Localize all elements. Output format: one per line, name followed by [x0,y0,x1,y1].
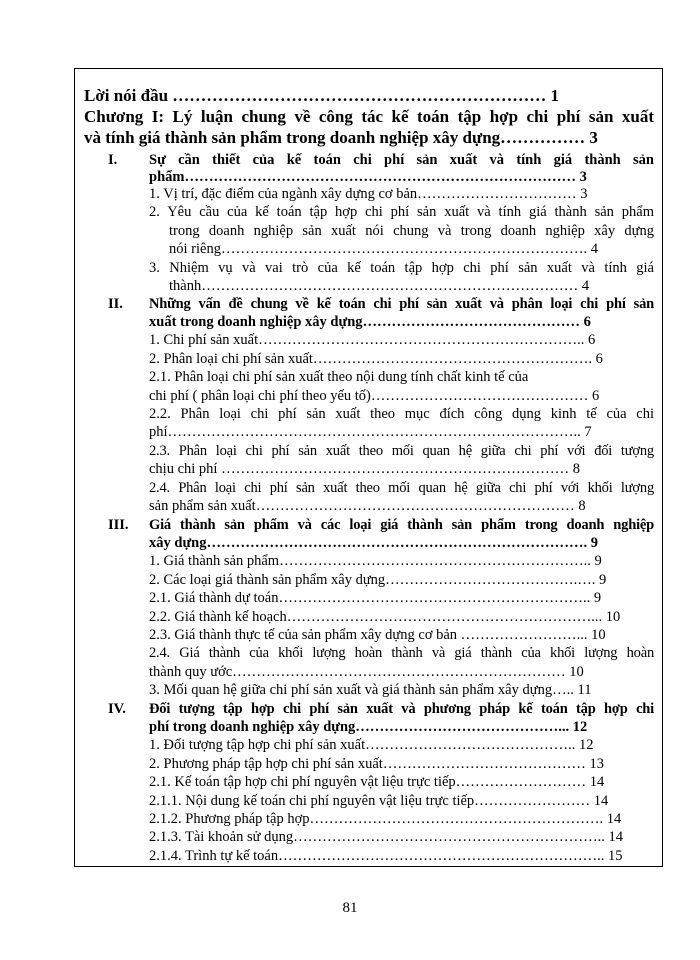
toc-section-III-cont: xây dựng……………………………………………………………………. 9 [149,535,598,551]
toc-item-cont: phí………………………………………………………………………….. 7 [149,424,592,440]
toc-item-cont: chịu chi phí ……………………………………………………………… 8 [149,461,580,477]
toc-item-cont: sản phẩm sản xuất………………………………………………………… 8 [149,498,586,514]
toc-entry-chapter-1-cont: và tính giá thành sản phẩm trong doanh nghiệp xây dựng…………… 3 [84,128,598,147]
toc-item: 1. Chi phí sản xuất………………………………………………………….. 6 [149,332,596,348]
toc-item: 2.2. Phân loại chi phí sản xuất theo mục đích công dụng kinh tế của chi [149,406,654,422]
toc-section-II: Những vấn đề chung về kế toán chi phí sản xuất và phân loại chi phí sản [149,296,654,312]
toc-section-III: Giá thành sản phẩm và các loại giá thành sản phẩm trong doanh nghiệp [149,517,654,533]
toc-item: 1. Giá thành sản phẩm……………………………………………………….. 9 [149,553,602,569]
toc-item: 2.1.3. Tài khoản sử dụng……………………………………………………….. 14 [149,829,623,845]
toc-entry-preface: Lời nói đầu ………………………………………………………… 1 [84,86,560,105]
toc-item: 2.4. Giá thành của khối lượng hoàn thành và giá thành của khối lượng hoàn [149,645,654,661]
toc-item: 2.1. Phân loại chi phí sản xuất theo nội dung tính chất kinh tế của [149,369,529,385]
page-number: 81 [342,900,358,916]
toc-item: 2.1.4. Trình tự kế toán………………………………………………………….. 15 [149,848,623,864]
toc-item: 2.3. Giá thành thực tế của sản phẩm xây dựng cơ bản ……………………... 10 [149,627,606,643]
toc-item: 2. Các loại giá thành sản phẩm xây dựng………………………………….…. 9 [149,572,607,588]
toc-section-I: Sự cần thiết của kế toán chi phí sản xuất và tính giá thành sản [149,152,654,168]
toc-section-num: III. [108,517,129,533]
toc-section-IV: Đối tượng tập hợp chi phí sản xuất và phương pháp kế toán tập hợp chi [149,701,654,717]
toc-section-num: I. [108,152,118,168]
toc-item: 1. Vị trí, đặc điểm của ngành xây dựng cơ bản…………………………… 3 [149,186,588,202]
toc-item-cont: chi phí ( phân loại chi phí theo yếu tố)……………………………………… 6 [149,388,600,404]
toc-item: 2. Phân loại chi phí sản xuất…………………………………………………. 6 [149,351,603,367]
toc-item-cont: trong doanh nghiệp sản xuất nói chung và trong doanh nghiệp xây dựng [169,223,654,239]
toc-item: 2.1.1. Nội dung kế toán chi phí nguyên vật liệu trực tiếp…………………… 14 [149,793,609,809]
toc-item: 1. Đối tượng tập hợp chi phí sản xuất…………………………………….. 12 [149,737,594,753]
toc-item: 3. Mối quan hệ giữa chi phí sản xuất và giá thành sản phẩm xây dựng….. 11 [149,682,592,698]
toc-section-num: II. [108,296,123,312]
toc-item: 2.2. Giá thành kế hoạch………………………………………………………... 10 [149,609,621,625]
toc-section-I-cont: phẩm……………………………………………………………………… 3 [149,169,587,185]
toc-item: 2. Yêu cầu của kế toán tập hợp chi phí sản xuất và tính giá thành sản phẩm [149,204,654,220]
toc-item: 2. Phương pháp tập hợp chi phí sản xuất…………………………………… 13 [149,756,604,772]
toc-item-cont: nói riêng…………………………………………………………………. 4 [169,241,598,257]
toc-item: 2.1.2. Phương pháp tập hợp……………………………………………………. 14 [149,811,622,827]
toc-item: 2.1. Kế toán tập hợp chi phí nguyên vật liệu trực tiếp……………………… 14 [149,774,605,790]
toc-section-II-cont: xuất trong doanh nghiệp xây dựng……………………………………… 6 [149,314,591,330]
toc-item: 2.1. Giá thành dự toán……………………………………………………….. 9 [149,590,602,606]
toc-item: 2.4. Phân loại chi phí sản xuất theo mối quan hệ giữa chi phí với khối lượng [149,480,654,496]
toc-section-IV-cont: phí trong doanh nghiệp xây dựng……………………………………... 12 [149,719,588,735]
toc-item-cont: thành…………………………………………………………………… 4 [169,278,590,294]
toc-item-cont: thành quy ước…………………………………………………………… 10 [149,664,584,680]
toc-item: 2.3. Phân loại chi phí sản xuất theo mối quan hệ giữa chi phí với đối tượng [149,443,654,459]
toc-entry-chapter-1: Chương I: Lý luận chung về công tác kế toán tập hợp chi phí sản xuất [84,107,654,126]
toc-section-num: IV. [108,701,126,717]
toc-item: 3. Nhiệm vụ và vai trò của kế toán tập hợp chi phí sản xuất và tính giá [149,260,654,276]
